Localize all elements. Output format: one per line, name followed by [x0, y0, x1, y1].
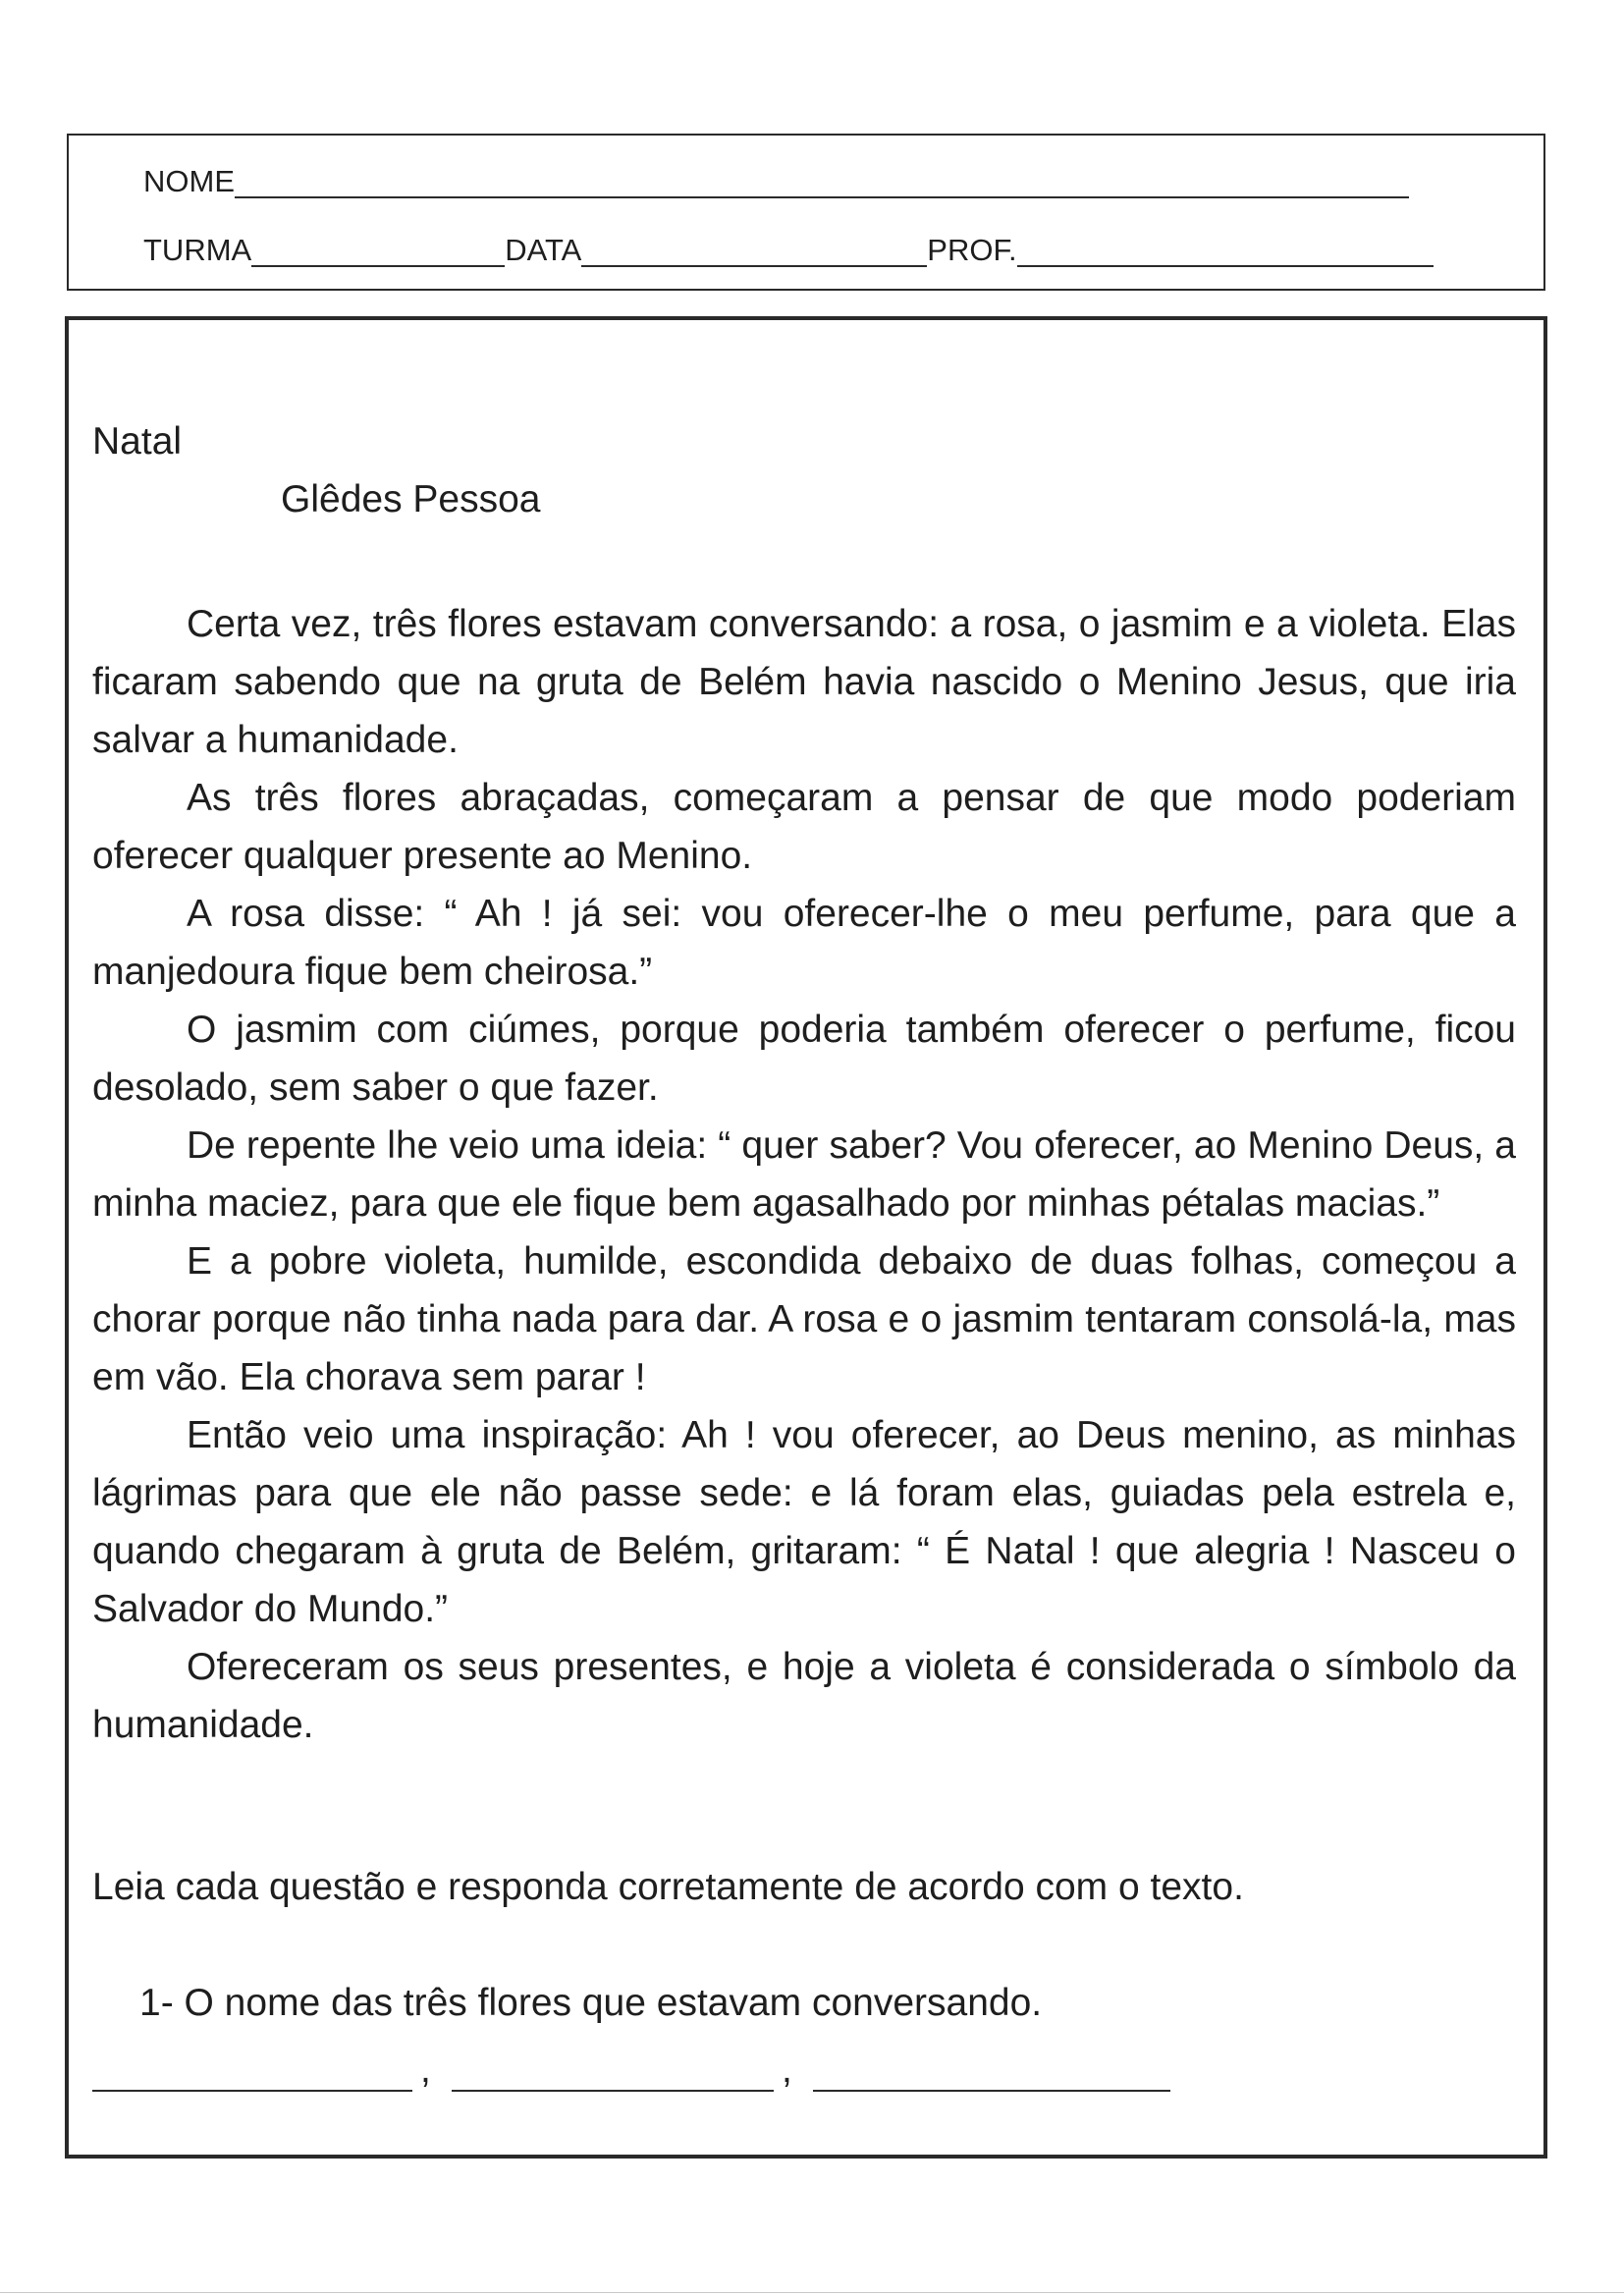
name-field[interactable] — [235, 169, 1409, 198]
story-paragraph: E a pobre violeta, humilde, escondida debaixo de duas folhas, começou a chorar porque não tinha nada para dar. A rosa e o jasmim tentaram consolá-la, mas em vão. Ela chorava sem parar ! — [92, 1240, 1516, 1398]
question-1-answers — [92, 2049, 1170, 2092]
story-title: Natal — [92, 420, 183, 463]
story-paragraph: O jasmim com ciúmes, porque poderia também oferecer o perfume, ficou desolado, sem saber o que fazer. — [92, 1009, 1516, 1109]
story-text — [92, 595, 1516, 1754]
story-paragraph: Ofereceram os seus presentes, e hoje a violeta é considerada o símbolo da humanidade. — [92, 1646, 1516, 1746]
student-info-box — [67, 134, 1545, 291]
name-label: NOME — [143, 164, 235, 198]
story-paragraph: A rosa disse: “ Ah ! já sei: vou oferecer-lhe o meu perfume, para que a manjedoura fique bem cheirosa.” — [92, 893, 1516, 993]
story-paragraph: Então veio uma inspiração: Ah ! vou oferecer, ao Deus menino, as minhas lágrimas para que ele não passe sede: e lá foram elas, guiadas pela estrela e, quando chegaram à gruta de Belém, gritaram: “ É Natal ! que alegria ! Nasceu o Salvador do Mundo.” — [92, 1414, 1516, 1630]
story-author: Glêdes Pessoa — [281, 478, 541, 520]
story-paragraph: De repente lhe veio uma ideia: “ quer saber? Vou oferecer, ao Menino Deus, a minha maciez, para que ele fique bem agasalhado por minhas pétalas macias.” — [92, 1124, 1516, 1225]
answer-separator: , — [782, 2049, 792, 2091]
class-field[interactable] — [251, 238, 505, 267]
question-1: 1- O nome das três flores que estavam conversando. — [139, 1982, 1043, 2024]
date-field[interactable] — [581, 238, 927, 267]
page-bottom-divider — [0, 2292, 1624, 2293]
answer-field-1[interactable] — [92, 2056, 412, 2092]
answer-field-3[interactable] — [813, 2056, 1170, 2092]
class-date-teacher-row — [143, 234, 1434, 267]
answer-separator: , — [420, 2049, 431, 2091]
worksheet-body — [65, 316, 1547, 2159]
teacher-field[interactable] — [1017, 238, 1434, 267]
answer-field-2[interactable] — [452, 2056, 774, 2092]
date-label: DATA — [505, 233, 582, 267]
story-paragraph: As três flores abraçadas, começaram a pensar de que modo poderiam oferecer qualquer presente ao Menino. — [92, 777, 1516, 877]
story-paragraph: Certa vez, três flores estavam conversando: a rosa, o jasmim e a violeta. Elas ficaram sabendo que na gruta de Belém havia nascido o Menino Jesus, que iria salvar a humanidade. — [92, 603, 1516, 761]
teacher-label: PROF. — [927, 233, 1017, 267]
name-row — [143, 165, 1409, 198]
class-label: TURMA — [143, 233, 252, 267]
exercise-instruction: Leia cada questão e responda corretamente de acordo com o texto. — [92, 1866, 1244, 1908]
